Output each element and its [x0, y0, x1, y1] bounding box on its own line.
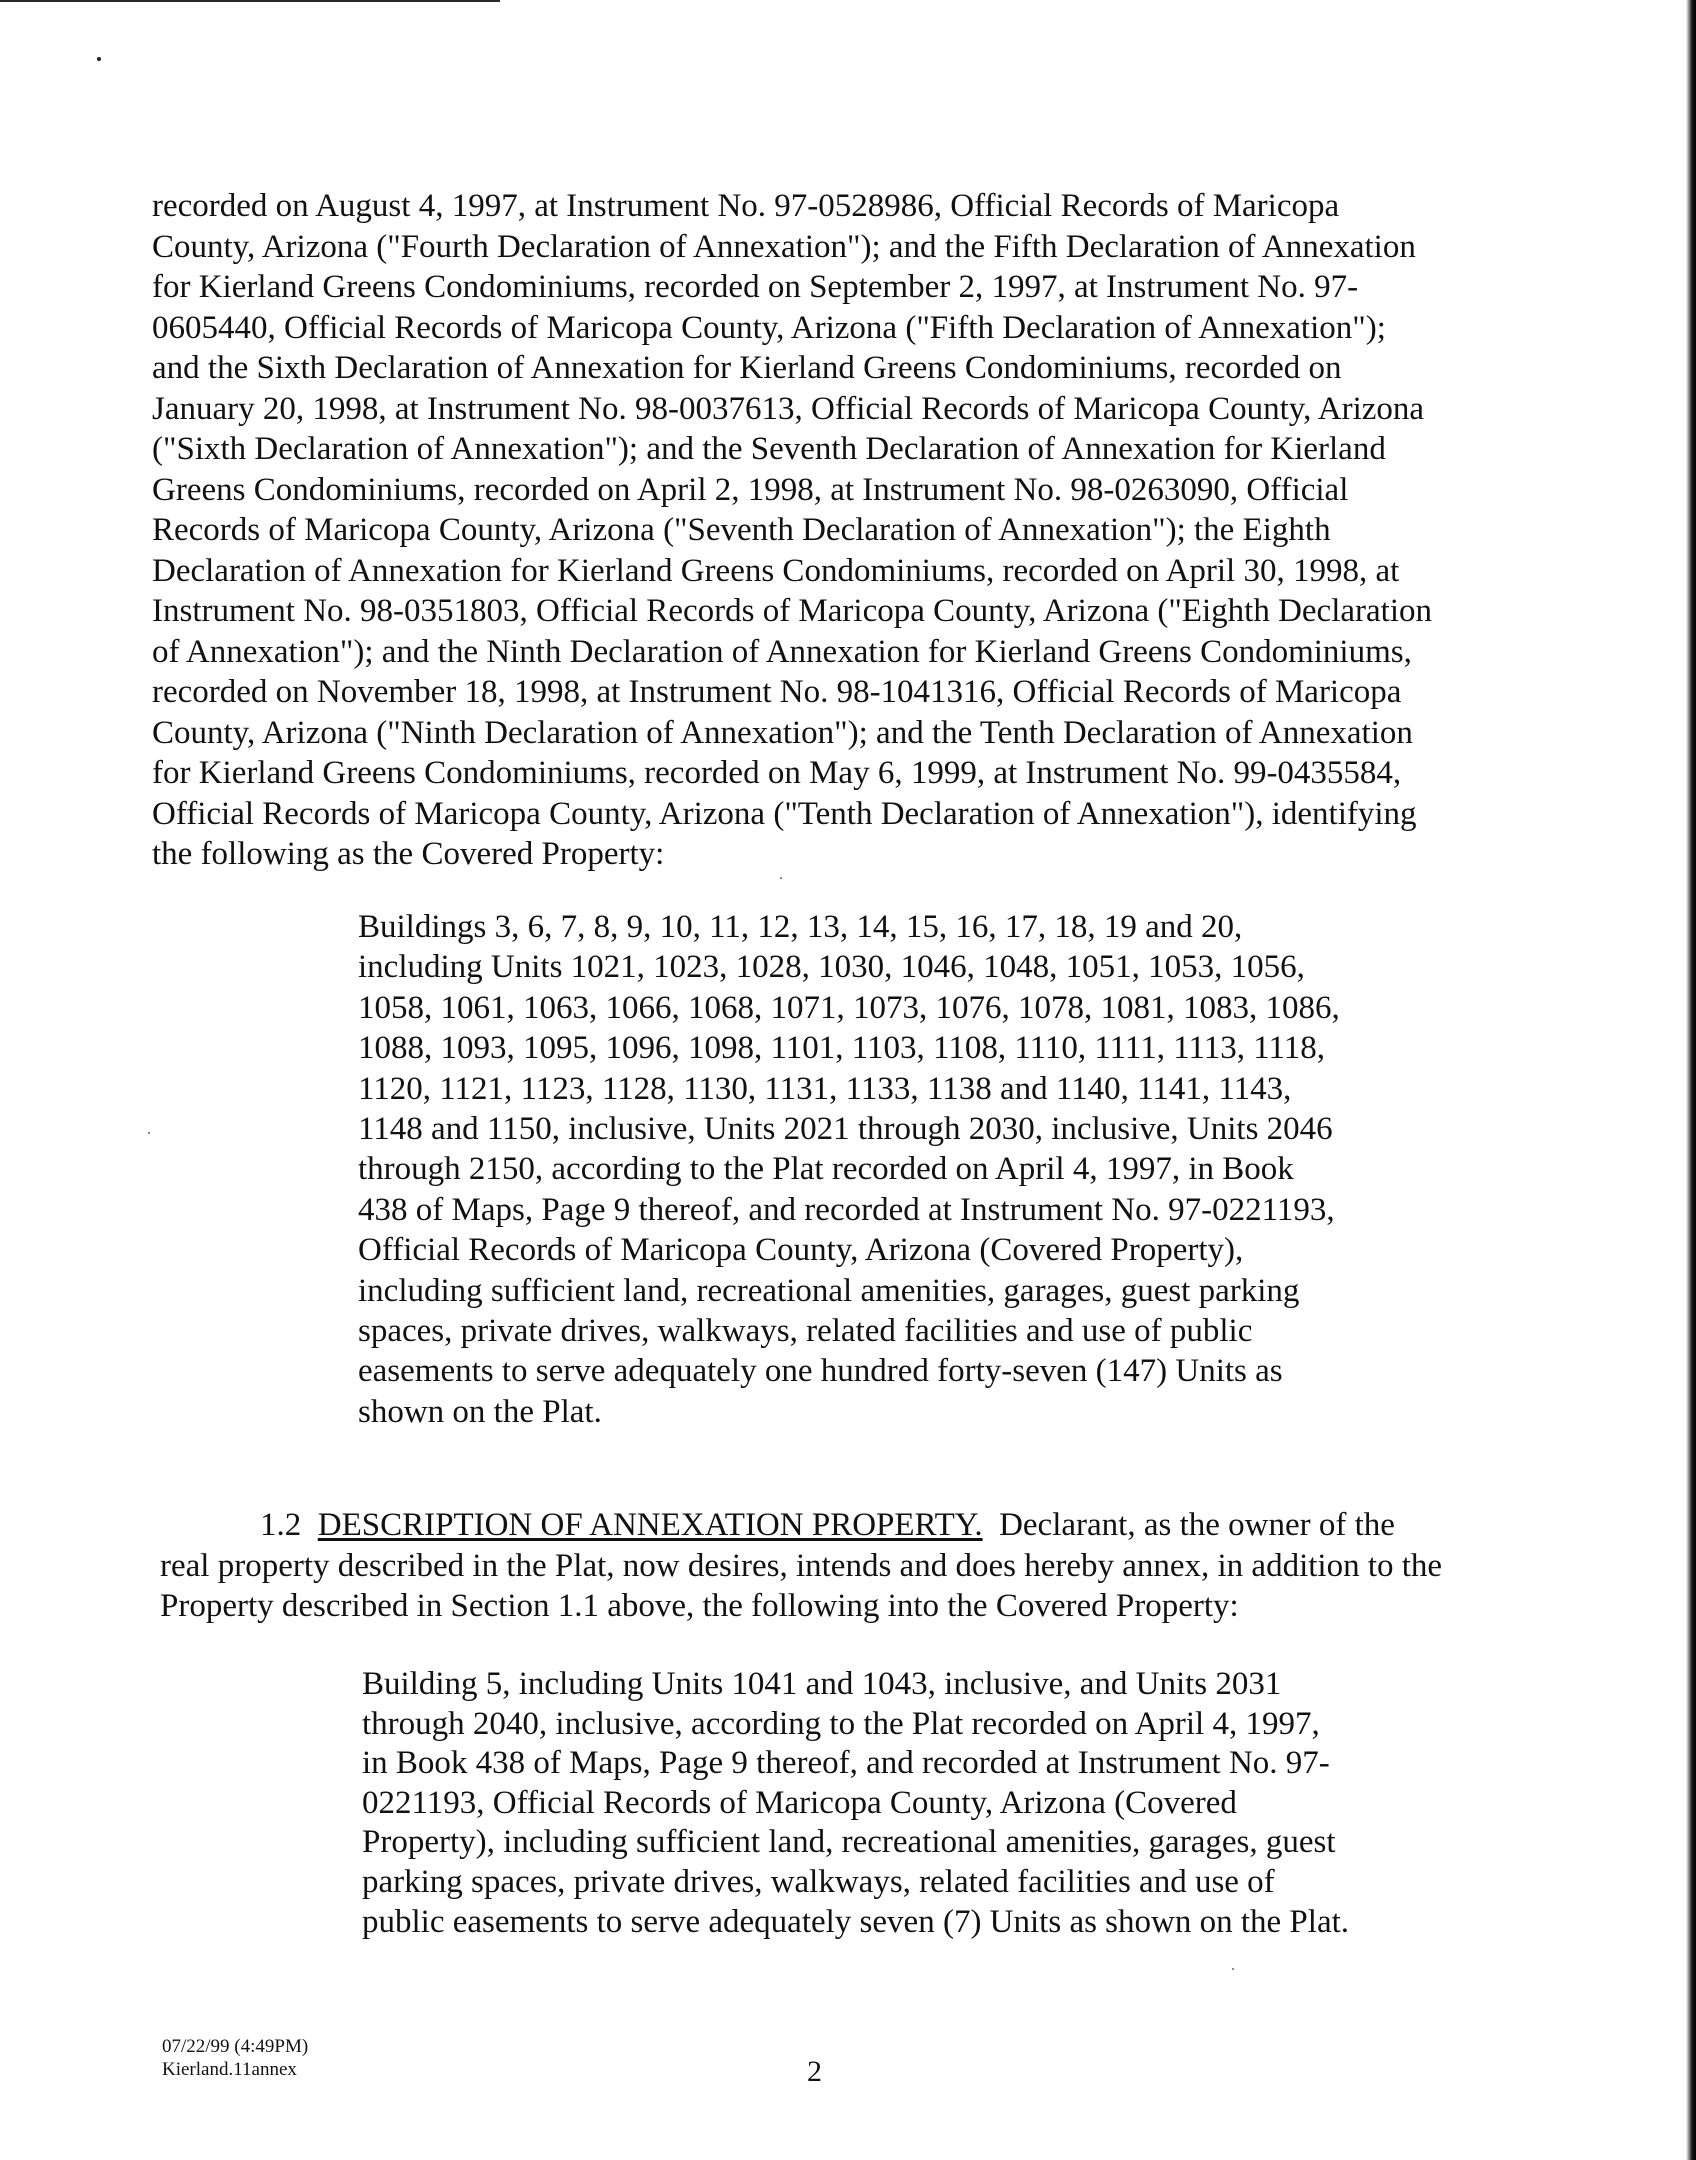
scan-speck-mark	[1232, 1968, 1234, 1970]
scan-speck-mark	[97, 57, 101, 61]
paragraph-line: recorded on November 18, 1998, at Instrument No. 98-1041316, Official Records of Maricopa	[152, 674, 1402, 710]
block-line: Property), including sufficient land, recreational amenities, garages, guest	[362, 1824, 1336, 1861]
section-number: 1.2	[260, 1507, 302, 1543]
block-line: Buildings 3, 6, 7, 8, 9, 10, 11, 12, 13, 14, 15, 16, 17, 18, 19 and 20,	[358, 909, 1243, 945]
block-line: 1058, 1061, 1063, 1066, 1068, 1071, 1073, 1076, 1078, 1081, 1083, 1086,	[358, 989, 1340, 1026]
paragraph-line: recorded on August 4, 1997, at Instrument No. 97-0528986, Official Records of Maricopa	[152, 188, 1340, 224]
block-line: 1088, 1093, 1095, 1096, 1098, 1101, 1103, 1108, 1110, 1111, 1113, 1118,	[358, 1030, 1326, 1067]
footer-file-name: Kierland.11annex	[162, 2059, 297, 2080]
scan-top-rule	[0, 0, 500, 2]
paragraph-line: of Annexation"); and the Ninth Declaration of Annexation for Kierland Greens Condominiums,	[152, 633, 1412, 670]
paragraph-line: the following as the Covered Property:	[152, 836, 665, 872]
block-line: including sufficient land, recreational amenities, garages, guest parking	[358, 1272, 1300, 1309]
paragraph-line: real property described in the Plat, now desires, intends and does hereby annex, in addition to the	[160, 1547, 1443, 1584]
block-line: spaces, private drives, walkways, related facilities and use of public	[358, 1313, 1253, 1350]
paragraph-line: Records of Maricopa County, Arizona ("Seventh Declaration of Annexation"); the Eighth	[152, 512, 1331, 548]
body-paragraph-declarations	[152, 186, 1492, 875]
paragraph-line: Greens Condominiums, recorded on April 2, 1998, at Instrument No. 98-0263090, Official	[152, 471, 1349, 508]
paragraph-line: County, Arizona ("Fourth Declaration of Annexation"); and the Fifth Declaration of Annexation	[152, 228, 1416, 265]
covered-property-description	[358, 907, 1458, 1432]
block-line: 0221193, Official Records of Maricopa County, Arizona (Covered	[362, 1784, 1237, 1821]
paragraph-line: Property described in Section 1.1 above, the following into the Covered Property:	[160, 1588, 1239, 1624]
paragraph-line: County, Arizona ("Ninth Declaration of Annexation"); and the Tenth Declaration of Annexation	[152, 714, 1413, 751]
paragraph-line: January 20, 1998, at Instrument No. 98-0037613, Official Records of Maricopa County, Arizona	[152, 390, 1425, 427]
block-line: 438 of Maps, Page 9 thereof, and recorded at Instrument No. 97-0221193,	[358, 1191, 1335, 1228]
paragraph-line: 0605440, Official Records of Maricopa County, Arizona ("Fifth Declaration of Annexation");	[152, 309, 1386, 346]
footer-document-stamp	[162, 2035, 308, 2081]
block-line: 1120, 1121, 1123, 1128, 1130, 1131, 1133, 1138 and 1140, 1141, 1143,	[358, 1070, 1292, 1107]
block-line: shown on the Plat.	[358, 1393, 602, 1430]
section-1-2-paragraph	[160, 1505, 1500, 1627]
paragraph-line: Official Records of Maricopa County, Arizona ("Tenth Declaration of Annexation"), identifying	[152, 795, 1417, 832]
block-line: easements to serve adequately one hundred forty-seven (147) Units as	[358, 1353, 1283, 1390]
block-line: in Book 438 of Maps, Page 9 thereof, and recorded at Instrument No. 97-	[362, 1745, 1330, 1782]
footer-date-stamp: 07/22/99 (4:49PM)	[162, 2036, 309, 2057]
paragraph-line: and the Sixth Declaration of Annexation for Kierland Greens Condominiums, recorded on	[152, 350, 1342, 386]
block-line: through 2040, inclusive, according to the Plat recorded on April 4, 1997,	[362, 1705, 1320, 1742]
section-first-line-text: Declarant, as the owner of the	[999, 1507, 1395, 1543]
scan-speck-mark	[148, 1132, 150, 1134]
section-first-line	[160, 1505, 1500, 1546]
block-line: public easements to serve adequately seven (7) Units as shown on the Plat.	[362, 1903, 1350, 1940]
block-line: Official Records of Maricopa County, Arizona (Covered Property),	[358, 1232, 1244, 1269]
paragraph-line: Declaration of Annexation for Kierland Greens Condominiums, recorded on April 30, 1998, at	[152, 552, 1400, 589]
block-line: parking spaces, private drives, walkways, related facilities and use of	[362, 1863, 1275, 1900]
section-heading: DESCRIPTION OF ANNEXATION PROPERTY.	[317, 1507, 983, 1543]
annexation-property-description	[362, 1665, 1462, 1942]
block-line: including Units 1021, 1023, 1028, 1030, 1046, 1048, 1051, 1053, 1056,	[358, 949, 1305, 986]
paragraph-line: Instrument No. 98-0351803, Official Records of Maricopa County, Arizona ("Eighth Declaration	[152, 593, 1432, 629]
paragraph-line: ("Sixth Declaration of Annexation"); and the Seventh Declaration of Annexation for Kierland	[152, 431, 1386, 467]
scan-right-edge	[1686, 0, 1696, 2160]
block-line: 1148 and 1150, inclusive, Units 2021 through 2030, inclusive, Units 2046	[358, 1111, 1333, 1148]
scan-speck-mark	[780, 877, 782, 879]
block-line: through 2150, according to the Plat recorded on April 4, 1997, in Book	[358, 1151, 1294, 1188]
block-line: Building 5, including Units 1041 and 1043, inclusive, and Units 2031	[362, 1666, 1282, 1702]
page-number: 2	[807, 2055, 822, 2088]
paragraph-line: for Kierland Greens Condominiums, recorded on May 6, 1999, at Instrument No. 99-0435584,	[152, 755, 1402, 791]
paragraph-line: for Kierland Greens Condominiums, recorded on September 2, 1997, at Instrument No. 97-	[152, 269, 1359, 305]
